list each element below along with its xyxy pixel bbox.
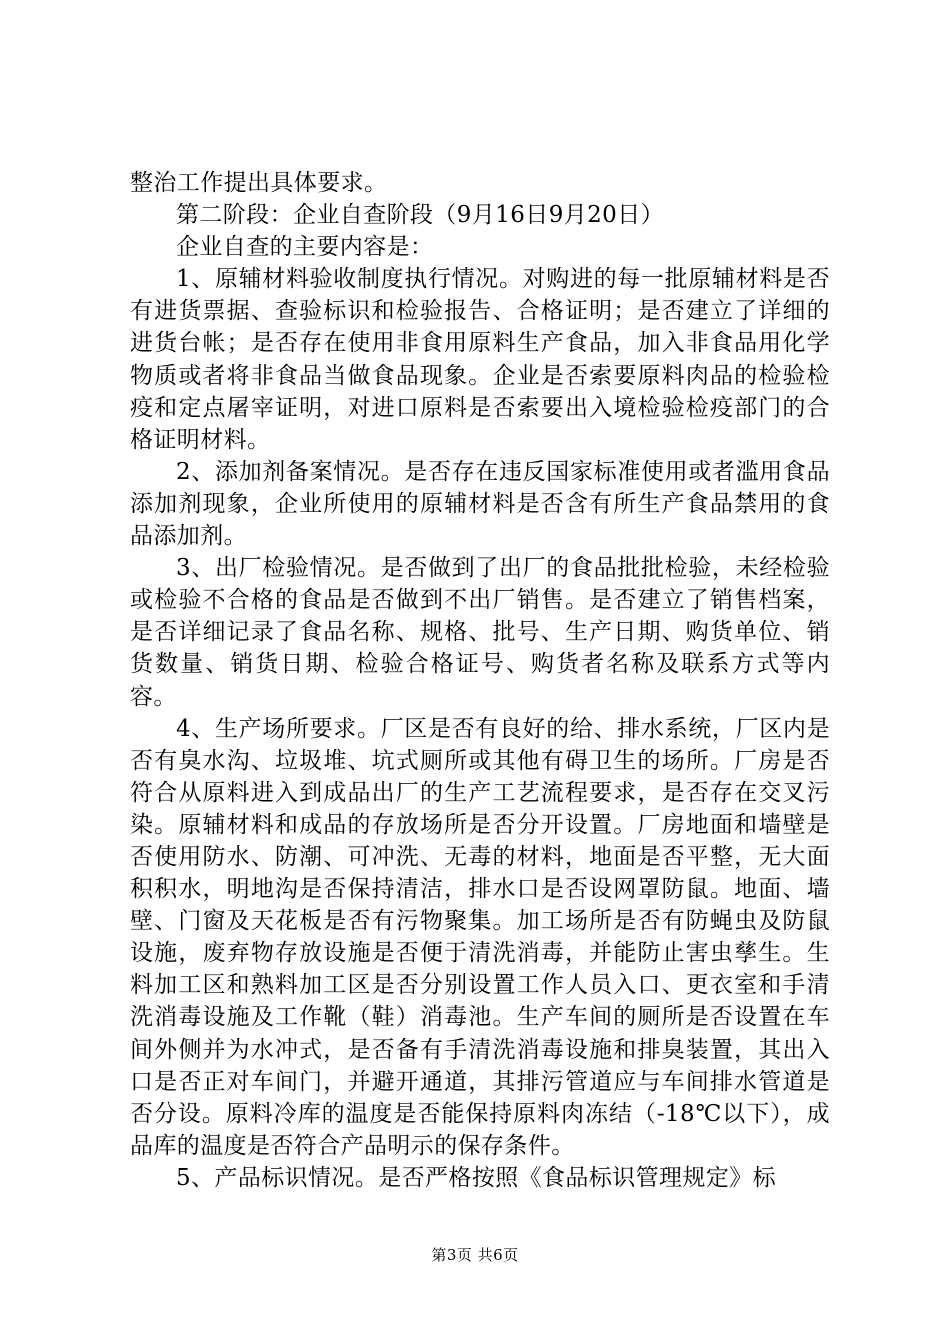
paragraph-4: 1、原辅材料验收制度执行情况。对购进的每一批原辅材料是否有进货票据、查验标识和检验报告、合格证明；是否建立了详细的进货台帐；是否存在使用非食用原料生产食品，加入非食品用化学物质或者将非食品当做食品现象。企业是否索要原料肉品的检验检疫和定点屠宰证明，对进口原料是否索要出入境检验检疫部门的合格证明材料。	[130, 266, 830, 453]
paragraph-7: 4、生产场所要求。厂区是否有良好的给、排水系统，厂区内是否有臭水沟、垃圾堆、坑式厕所或其他有碍卫生的场所。厂房是否符合从原料进入到成品出厂的生产工艺流程要求，是否存在交叉污染。原辅材料和成品的存放场所是否分开设置。厂房地面和墙壁是否使用防水、防潮、可冲洗、无毒的材料，地面是否平整，无大面积积水，明地沟是否保持清洁，排水口是否设网罩防鼠。地面、墙壁、门窗及天花板是否有污物聚集。加工场所是否有防蝇虫及防鼠设施，废弃物存放设施是否便于清洗消毒，并能防止害虫孳生。生料加工区和熟料加工区是否分别设置工作人员入口、更衣室和手清洗消毒设施及工作靴（鞋）消毒池。生产车间的厕所是否设置在车间外侧并为水冲式，是否备有手清洗消毒设施和排臭装置，其出入口是否正对车间门，并避开通道，其排污管道应与车间排水管道是否分设。原料冷库的温度是否能保持原料肉冻结（-18℃以下），成品库的温度是否符合产品明示的保存条件。	[130, 715, 830, 1159]
page-number: 第3页 共6页	[431, 1246, 519, 1264]
paragraph-1: 整治工作提出具体要求。	[130, 170, 388, 196]
paragraph-5: 2、添加剂备案情况。是否存在违反国家标准使用或者滥用食品添加剂现象，企业所使用的原辅材料是否含有所生产食品禁用的食品添加剂。	[130, 458, 830, 550]
paragraph-2: 第二阶段：企业自查阶段（9月16日9月20日）	[176, 202, 664, 229]
paragraph-3: 企业自查的主要内容是：	[176, 234, 434, 261]
document-body	[130, 167, 830, 1194]
paragraph-6: 3、出厂检验情况。是否做到了出厂的食品批批检验，未经检验或检验不合格的食品是否做到不出厂销售。是否建立了销售档案，是否详细记录了食品名称、规格、批号、生产日期、购货单位、销货数量、销货日期、检验合格证号、购货者名称及联系方式等内容。	[130, 555, 830, 710]
page-footer	[0, 1245, 950, 1265]
paragraph-8: 5、产品标识情况。是否严格按照《食品标识管理规定》标	[176, 1164, 777, 1191]
